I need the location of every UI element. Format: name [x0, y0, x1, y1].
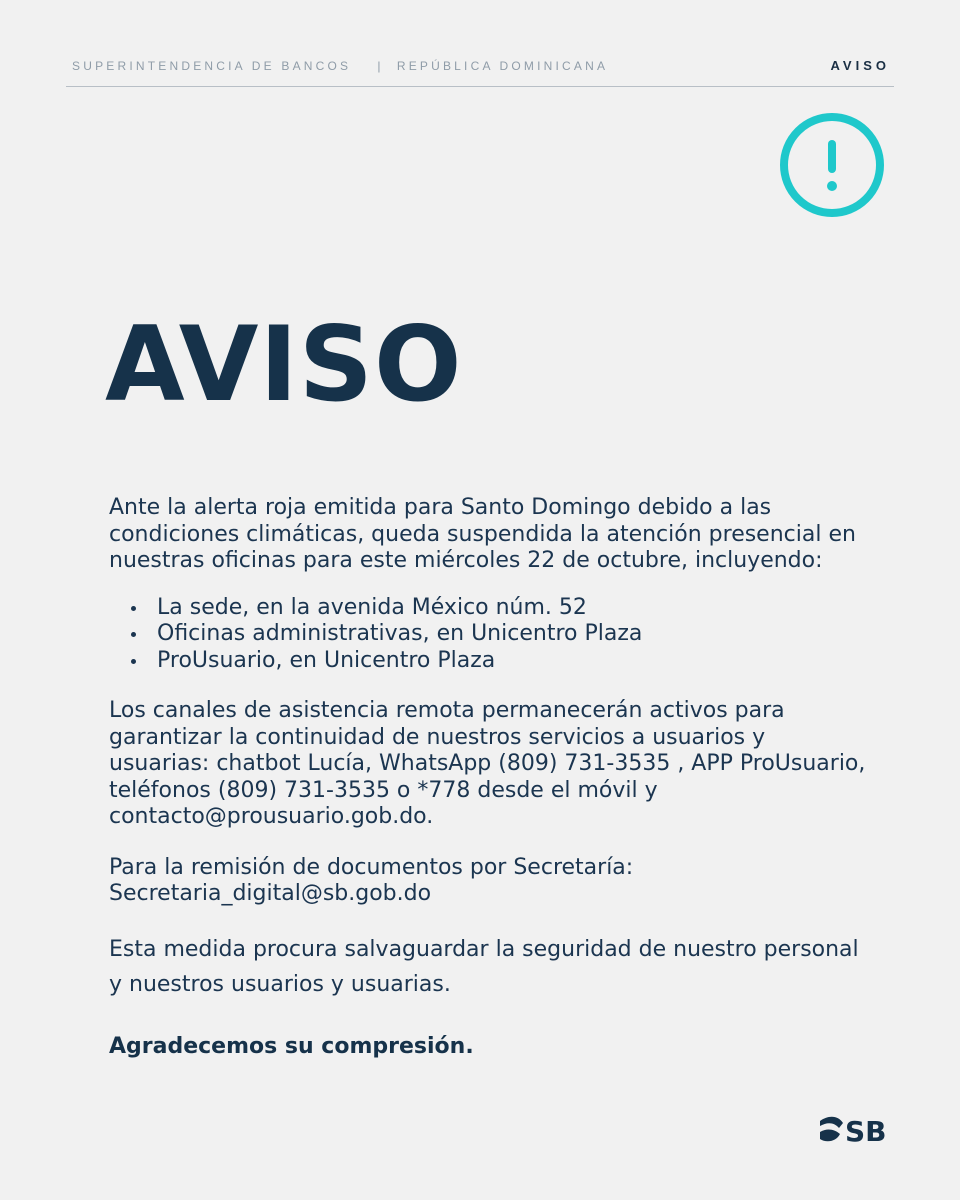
page-title: AVISO	[105, 305, 463, 425]
list-item: Oficinas administrativas, en Unicentro Plaza	[109, 621, 869, 648]
notice-body	[109, 495, 869, 1060]
sb-logo	[818, 1115, 898, 1145]
header-bar	[66, 56, 894, 87]
secretaria-paragraph	[109, 855, 869, 908]
intro-paragraph: Ante la alerta roja emitida para Santo Domingo debido a las condiciones climáticas, queda suspendida la atención presencial en nuestras oficinas para este miércoles 22 de octubre, incluyendo:	[109, 495, 856, 573]
header-org: SUPERINTENDENCIA DE BANCOS	[72, 59, 352, 73]
logo-text: SB	[845, 1115, 887, 1145]
locations-list	[109, 595, 869, 675]
header-country: REPÚBLICA DOMINICANA	[396, 59, 609, 73]
measure-paragraph: Esta medida procura salvaguardar la seguridad de nuestro personal y nuestros usuarios y usuarias.	[109, 936, 859, 997]
header-tag: AVISO	[830, 58, 890, 73]
remote-channels-paragraph: Los canales de asistencia remota permanecerán activos para garantizar la continuidad de nuestros servicios a usuarios y usuarias: chatbot Lucía, WhatsApp (809) 731-3535 , APP ProUsuario, teléfonos (809) 731-3535 o *778 desde el móvil y contacto@prousuario.gob.do.	[109, 698, 866, 829]
header-separator: |	[377, 59, 384, 73]
list-item: ProUsuario, en Unicentro Plaza	[109, 648, 869, 675]
secretaria-label: Para la remisión de documentos por Secretaría:	[109, 854, 634, 880]
alert-icon	[779, 112, 885, 218]
thanks-line: Agradecemos su compresión.	[109, 1033, 474, 1059]
secretaria-email: Secretaria_digital@sb.gob.do	[109, 881, 432, 906]
list-item: La sede, en la avenida México núm. 52	[109, 595, 869, 622]
header-org-line	[72, 59, 608, 73]
